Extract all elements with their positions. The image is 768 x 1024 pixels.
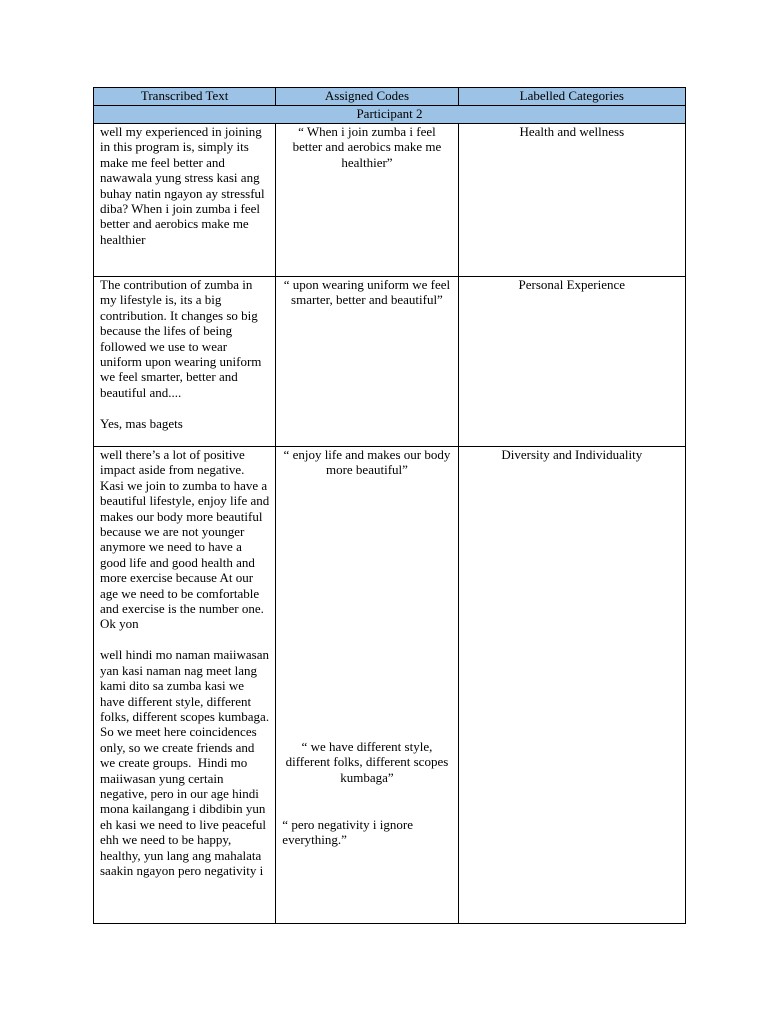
cell-spacer — [276, 478, 457, 739]
participant-label: Participant 2 — [94, 106, 686, 124]
labelled-category: Health and wellness — [519, 124, 625, 139]
transcribed-text: well there’s a lot of positive impact aside from negative. Kasi we join to zumba to have a beautiful lifestyle, enjoy life and makes our body more beautiful because we are not younger anymore we need to have a good life and good health and more exercise because At our age we need to be comfortable and exercise is the number one. Ok yon well hindi mo naman maiiwasan yan kasi naman nag meet lang kami dito sa zumba kasi we have different style, different folks, different scopes kumbaga. So we meet here coincidences only, so we create friends and we create groups. Hindi mo maiiwasan yung certain negative, pero in our age hindi mona kailangang i dibdibin yun eh kasi we need to live peaceful ehh we need to be happy, healthy, yun lang ang mahalata saakin ngayon pero negativity i — [100, 447, 270, 878]
participant-row — [94, 106, 686, 124]
transcribed-text: well my experienced in joining in this program is, simply its make me feel better and nawawala yung stress kasi ang buhay natin ngayon ay stressful diba? When i join zumba i feel better and aerobics make me healthier — [100, 124, 268, 247]
category-cell — [458, 447, 685, 924]
assigned-code: “ we have different style, different folks, different scopes kumbaga” — [285, 738, 449, 785]
coding-table — [93, 87, 686, 924]
labelled-category: Diversity and Individuality — [501, 447, 643, 462]
transcribed-cell — [94, 447, 276, 924]
table-row — [94, 277, 686, 447]
assigned-code: “ enjoy life and makes our body more beautiful” — [283, 447, 451, 478]
labelled-category: Personal Experience — [518, 277, 626, 292]
table-row — [94, 124, 686, 277]
transcribed-cell — [94, 277, 276, 447]
transcribed-cell — [94, 124, 276, 277]
table-row — [94, 447, 686, 924]
code-cell — [276, 124, 458, 277]
category-cell — [458, 277, 685, 447]
cell-spacer — [276, 785, 457, 817]
category-cell — [458, 124, 685, 277]
assigned-code: “ pero negativity i ignore everything.” — [282, 817, 413, 848]
code-cell — [276, 447, 458, 924]
header-row — [94, 88, 686, 106]
header-labelled-categories: Labelled Categories — [458, 88, 685, 106]
transcribed-text: The contribution of zumba in my lifestyle is, its a big contribution. It changes so big because the lifes of being followed we use to wear uniform upon wearing uniform we feel smarter, better and beautiful and.... Yes, mas bagets — [100, 277, 262, 431]
header-assigned-codes: Assigned Codes — [276, 88, 458, 106]
assigned-code: “ When i join zumba i feel better and aerobics make me healthier” — [292, 124, 442, 170]
header-transcribed-text: Transcribed Text — [94, 88, 276, 106]
code-cell — [276, 277, 458, 447]
assigned-code: “ upon wearing uniform we feel smarter, better and beautiful” — [283, 277, 451, 308]
